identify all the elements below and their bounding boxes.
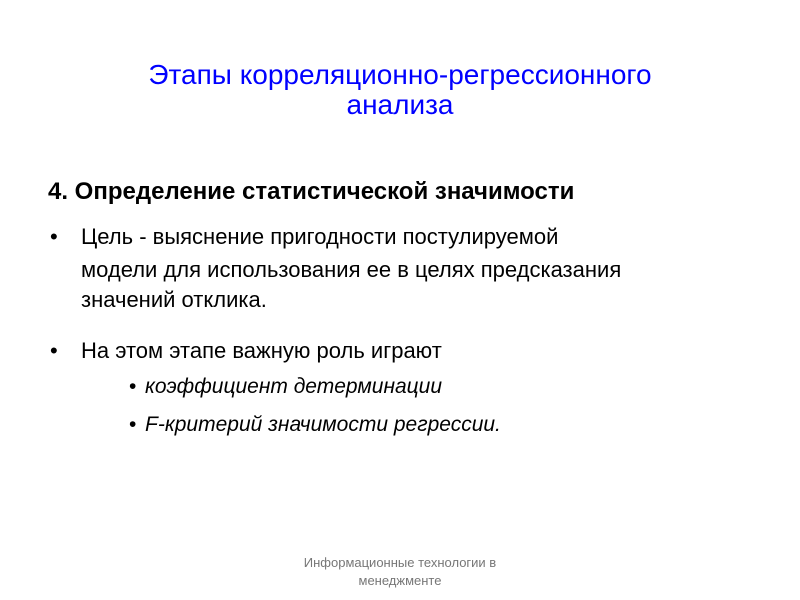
bullet-marker: • — [50, 338, 58, 363]
sub-bullet-marker: • — [129, 413, 137, 436]
footer-text-line-1: Информационные технологии в — [303, 555, 497, 570]
bullet-text-line: модели для использования ее в целях предсказания — [81, 257, 622, 282]
section-heading: 4. Определение статистической значимости — [48, 178, 575, 205]
sub-bullet-text: коэффициент детерминации — [145, 375, 443, 398]
slide-title-line-2: анализа — [346, 89, 454, 120]
slide-title-line-1: Этапы корреляционно-регрессионного — [148, 59, 652, 90]
bullet-text-line: значений отклика. — [81, 287, 267, 312]
bullet-marker: • — [50, 224, 58, 249]
sub-bullet-marker: • — [129, 375, 137, 398]
footer-text-line-2: менеджменте — [358, 573, 442, 588]
bullet-text-line: На этом этапе важную роль играют — [81, 338, 442, 363]
sub-bullet-text: F-критерий значимости регрессии. — [145, 413, 501, 436]
bullet-text-line: Цель - выяснение пригодности постулируемой — [81, 224, 559, 249]
